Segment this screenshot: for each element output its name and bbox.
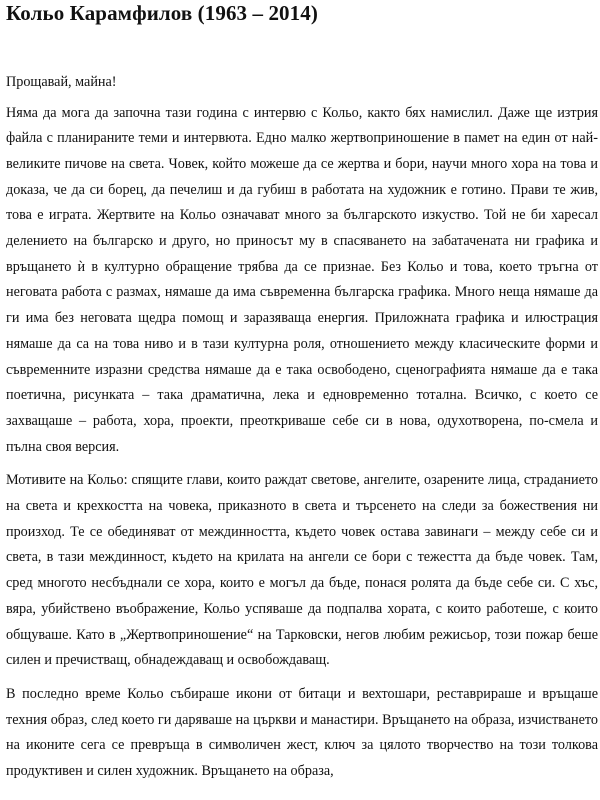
- page-title: Кольо Карамфилов (1963 – 2014): [6, 1, 318, 25]
- paragraph-2: Мотивите на Кольо: спящите глави, които раждат светове, ангелите, озарените лица, страданието на света и крехкостта на човека, приказното в света и търсенето на следи за божествения ни произход. Те се обединяват от междинността, където човек остава завинаги – между себе си и света, в тази междинност, където на крилата на ангели се бори с тежестта да бъде човек. Там, сред многото несбъднали се хора, които е могъл да бъде, понася ролята да бъде себе си. С хъс, вяра, убийствено въображение, Кольо успяваше да подпалва хората, с които работеше, с които общуваше. Като в „Жертвоприношение“ на Тарковски, негов любим режисьор, този пожар беше силен и пречистващ, обнадеждаващ и освобождаващ.: [6, 472, 598, 669]
- greeting-line: Прощавай, майна!: [6, 74, 117, 90]
- paragraph-1: Няма да мога да започна тази година с интервю с Кольо, както бях намислил. Даже ще изтрия файла с планираните теми и интервюта. Едно малко жертвоприношение в памет на един от най-великите пичове на света. Човек, който можеше да се жертва и бори, научи много хора на това и доказа, че да си борец, да печелиш и да губиш в работата на художник е готино. Прави те жив, това е играта. Жертвите на Кольо означават много за българското изкуство. Той не би харесал делението на българско и друго, но приносът му в спасяването на забатачената ни графика и връщането ѝ в културно обращение трябва да се признае. Без Кольо и това, което тръгна от неговата работа с размах, нямаше да има съвременна българска графика. Много неща нямаше да ги има без неговата щедра помощ и заразяваща енергия. Приложната графика и илюстрация нямаше да са на това ниво и в тази културна роля, отношението между класическите форми и съвременните изразни средства нямаше да е така освободено, сценографията нямаше да е така поетична, рисунката – така драматична, лека и едновременно тотална. Всичко, с което се захващаше – работа, хора, проекти, преоткриваше себе си в нова, одухотворена, по-смела и пълна своя версия.: [6, 104, 598, 455]
- paragraph-3: В последно време Кольо събираше икони от битаци и вехтошари, реставрираше и връщаше техния образ, след което ги даряваше на църкви и манастири. Връщането на образа, изчистването на иконите сега се превръща в символичен жест, ключ за цялото творчество на този толкова продуктивен и силен художник. Връщането на образа,: [6, 685, 598, 780]
